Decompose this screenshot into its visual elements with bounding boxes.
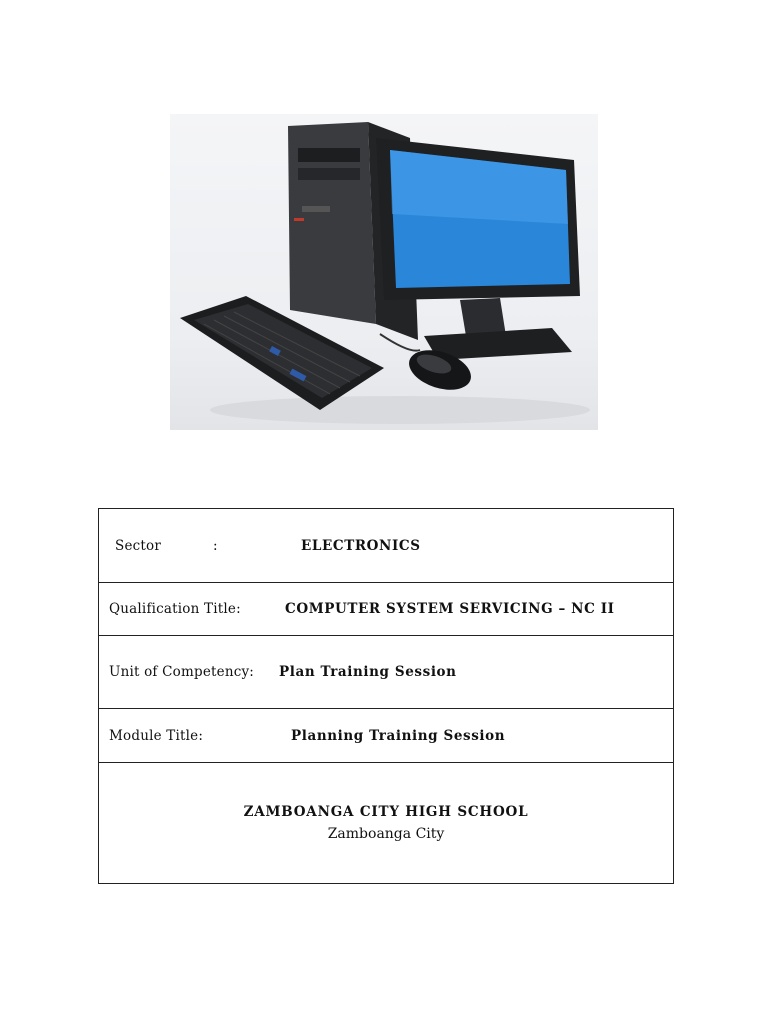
computer-photo <box>170 114 598 430</box>
module-row <box>99 709 674 763</box>
qualification-row <box>99 583 674 636</box>
desktop-computer-icon <box>170 114 598 430</box>
qualification-label: Qualification Title: <box>109 601 241 617</box>
unit-label: Unit of Competency: <box>109 664 255 680</box>
unit-value: Plan Training Session <box>279 664 457 680</box>
unit-row <box>99 636 674 709</box>
school-row <box>99 763 674 884</box>
sector-label: Sector <box>115 537 162 554</box>
module-info-table <box>98 508 674 884</box>
module-value: Planning Training Session <box>291 727 506 744</box>
school-name: ZAMBOANGA CITY HIGH SCHOOL <box>243 804 529 820</box>
sector-row <box>99 509 674 583</box>
qualification-value: COMPUTER SYSTEM SERVICING – NC II <box>285 601 615 617</box>
sector-value: ELECTRONICS <box>301 537 421 554</box>
school-city: Zamboanga City <box>327 826 445 842</box>
module-label: Module Title: <box>109 727 204 744</box>
sector-separator: : <box>213 537 218 554</box>
